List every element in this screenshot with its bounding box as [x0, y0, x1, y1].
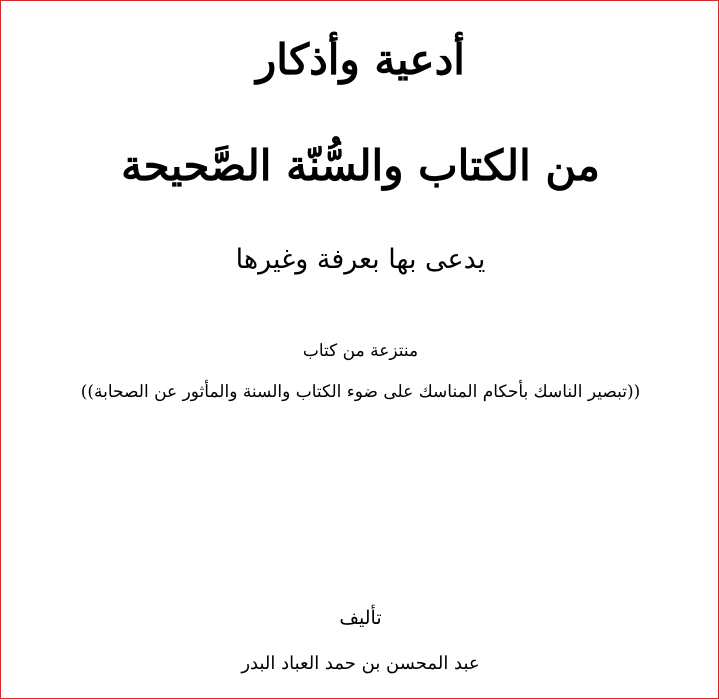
authorship-label: تأليف	[339, 607, 382, 629]
title-line-2: من الكتاب والسُّنّة الصَّحيحة	[121, 141, 600, 190]
author-name: عبد المحسن بن حمد العباد البدر	[241, 653, 480, 674]
title-line-1: أدعية وأذكار	[256, 35, 465, 84]
source-book-title: ((تبصير الناسك بأحكام المناسك على ضوء الكتاب والسنة والمأثور عن الصحابة))	[80, 382, 641, 402]
subtitle: يدعى بها بعرفة وغيرها	[235, 244, 486, 275]
excerpt-label: منتزعة من كتاب	[302, 341, 419, 361]
